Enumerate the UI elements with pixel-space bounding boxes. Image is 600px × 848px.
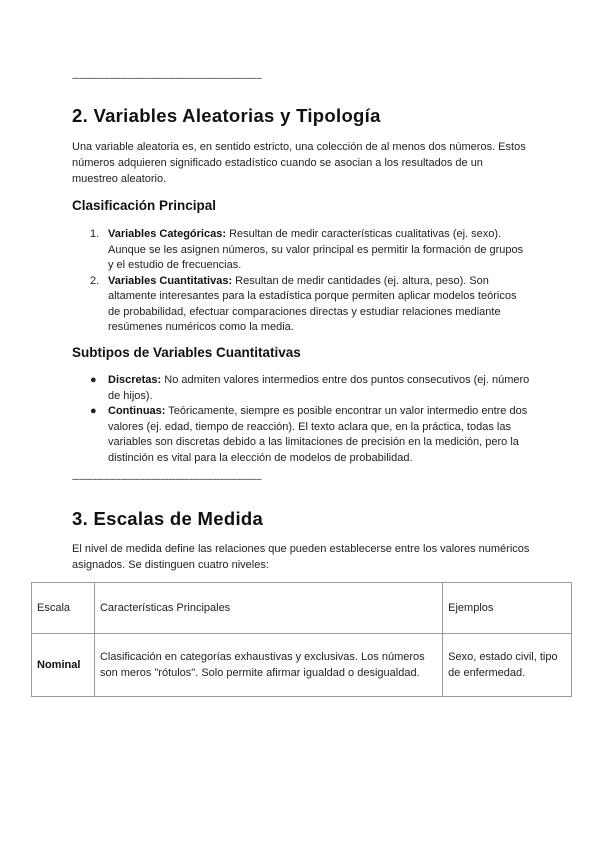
section-divider: -------------------------------------------------------------------------------: [72, 474, 262, 484]
list-item: [72, 227, 530, 274]
list-item-text: Teóricamente, siempre es posible encontrar un valor intermedio entre dos valores (ej. edad, tiempo de reacción). El texto aclara que, en la práctica, todas las variables son discretas debido a las limitaciones de precisión en la medición, pero la distinción es vital para la elección de modelos de probabilidad.: [108, 405, 528, 464]
list-item-text: Resultan de medir características cualitativas (ej. sexo). Aunque se les asignen números, su valor principal es permitir la formación de grupos y el estudio de frecuencias.: [108, 228, 524, 271]
examples-cell: Sexo, estado civil, tipo de enfermedad.: [443, 634, 572, 697]
list-item-text: Resultan de medir cantidades (ej. altura, peso). Son altamente interesantes para la estadística porque permiten aplicar modelos teóricos de probabilidad, efectuar comparaciones directas y estudiar relaciones mediante resúmenes numéricos como la media.: [108, 274, 517, 333]
section-3-title: 3. Escalas de Medida: [72, 508, 264, 529]
list-item: [72, 274, 530, 336]
section-2-intro: Una variable aleatoria es, en sentido estricto, una colección de al menos dos números. Estos números adquieren significado estadístico cuando se asocian a los resultados de un muestreo aleatorio.: [72, 141, 526, 185]
section-3-intro: El nivel de medida define las relaciones que pueden establecerse entre los valores numéricos asignados. Se distinguen cuatro niveles:: [72, 543, 530, 571]
bullet-icon: ●: [90, 374, 97, 386]
column-header: Ejemplos: [443, 583, 572, 634]
list-item-term: Continuas:: [108, 405, 166, 417]
section-2-title: 2. Variables Aleatorias y Tipología: [72, 105, 381, 126]
list-marker: 2.: [90, 274, 100, 287]
list-item-term: Variables Categóricas:: [108, 228, 227, 240]
scale-cell: Nominal: [32, 634, 95, 697]
table-header-row: [32, 583, 572, 634]
subtypes-heading: Subtipos de Variables Cuantitativas: [72, 345, 301, 360]
subtypes-list: [72, 373, 530, 466]
list-item: [72, 404, 530, 466]
list-item-text: No admiten valores intermedios entre dos puntos consecutivos (ej. número de hijos).: [108, 374, 530, 402]
section-divider: -------------------------------------------------------------------------------: [72, 73, 262, 83]
column-header: Características Principales: [94, 583, 442, 634]
scales-table: [31, 582, 572, 697]
column-header: Escala: [32, 583, 95, 634]
classification-list: [72, 227, 530, 336]
list-marker: 1.: [90, 228, 100, 240]
characteristics-cell: Clasificación en categorías exhaustivas y exclusivas. Los números son meros "rótulos". Solo permite afirmar igualdad o desigualdad.: [94, 634, 442, 697]
list-item-term: Discretas:: [108, 374, 162, 386]
table-row: [32, 634, 572, 697]
list-item-term: Variables Cuantitativas:: [108, 274, 233, 287]
list-item: [72, 373, 530, 404]
classification-heading: Clasificación Principal: [72, 198, 217, 213]
bullet-icon: ●: [90, 405, 97, 417]
